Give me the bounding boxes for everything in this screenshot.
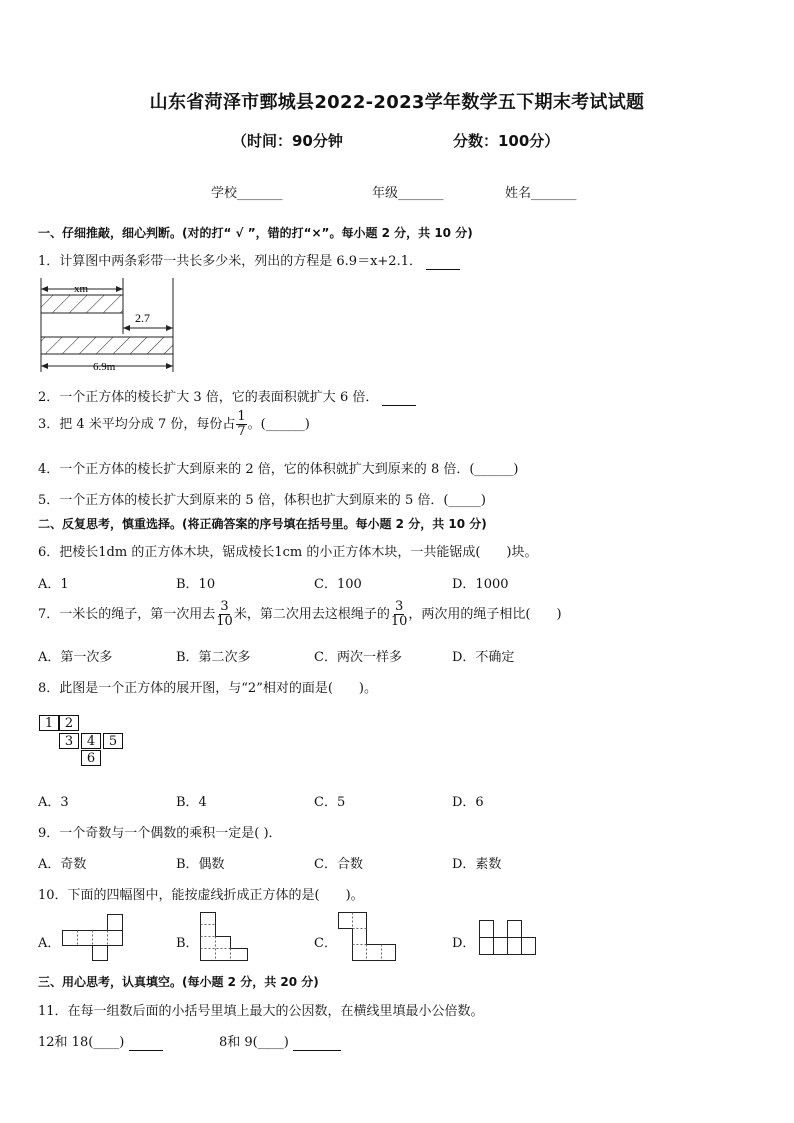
option-c: C．合数 xyxy=(314,857,363,872)
option-d: D．6 xyxy=(452,795,484,810)
option-c: C． xyxy=(314,936,337,951)
option-a: A．3 xyxy=(38,795,69,810)
ribbon-1 xyxy=(41,295,123,313)
school-field: 学校_______ xyxy=(211,186,283,201)
option-c: C．两次一样多 xyxy=(314,650,402,665)
section-1-heading: 一、仔细推敲，细心判断。(对的打“ √ ”，错的打“×”。每小题 2 分，共 10 分) xyxy=(38,226,473,240)
question-6: 6．把棱长1dm 的正方体木块，锯成棱长1cm 的小正方体木块，一共能锯成( )块。 xyxy=(38,545,538,560)
lcm-blank xyxy=(129,1035,163,1051)
question-3-blank: 。(______) xyxy=(247,417,310,432)
option-a: A．第一次多 xyxy=(38,650,113,665)
answer-blank xyxy=(382,390,416,406)
exam-time: （时间：90分钟 xyxy=(232,132,343,150)
option-c: C．5 xyxy=(314,795,346,810)
question-3-text: 3．把 4 米平均分成 7 份，每份占 xyxy=(38,417,236,432)
question-2 xyxy=(38,386,416,406)
option-b: B．偶数 xyxy=(176,857,225,872)
section-2-heading: 二、反复思考，慎重选择。(将正确答案的序号填在括号里。每小题 2 分，共 10 分) xyxy=(38,517,487,531)
question-11: 11．在每一组数后面的小括号里填上最大的公因数，在横线里填最小公倍数。 xyxy=(38,1004,484,1019)
net-face-3: 3 xyxy=(59,733,79,749)
option-d: D． xyxy=(452,936,476,951)
section-3-heading: 三、用心思考，认真填空。(每小题 2 分，共 20 分) xyxy=(38,975,319,989)
option-b: B．第二次多 xyxy=(176,650,251,665)
option-c: C．100 xyxy=(314,577,362,592)
option-a: A．奇数 xyxy=(38,857,87,872)
option-d: D．素数 xyxy=(452,857,502,872)
question-4: 4．一个正方体的棱长扩大到原来的 2 倍，它的体积就扩大到原来的 8 倍．(______) xyxy=(38,462,519,477)
ribbon-2 xyxy=(41,337,173,354)
name-field: 姓名_______ xyxy=(505,186,577,201)
question-8: 8．此图是一个正方体的展开图，与“2”相对的面是( )。 xyxy=(38,681,377,696)
question-9: 9．一个奇数与一个偶数的乘积一定是( )． xyxy=(38,826,282,841)
question-7: 7．一米长的绳子，第一次用去 $\frac{3}{10}$ 米，第二次用去这根绳子的 $\frac{3}{10}$ ，两次用的绳子相比( ) xyxy=(38,599,562,629)
page-title: 山东省菏泽市鄄城县2022-2023学年数学五下期末考试试题 xyxy=(149,92,645,113)
total-label: 6.9m xyxy=(93,361,116,373)
xm-label: xm xyxy=(74,283,89,295)
net-face-2: 2 xyxy=(59,715,79,731)
net-face-4: 4 xyxy=(81,733,101,749)
cube-net-figure xyxy=(39,715,129,769)
fraction: $\frac{3}{10}$ xyxy=(216,599,233,629)
question-2-text: 2．一个正方体的棱长扩大 3 倍，它的表面积就扩大 6 倍． xyxy=(38,390,379,405)
fraction: $\frac{3}{10}$ xyxy=(390,599,408,629)
fraction: $\frac{1}{7}$ xyxy=(237,409,246,439)
option-a: A． xyxy=(38,936,61,951)
net-option-b xyxy=(200,912,250,962)
net-face-6: 6 xyxy=(81,750,101,766)
grade-field: 年级_______ xyxy=(372,186,444,201)
net-option-a xyxy=(62,914,124,962)
net-face-5: 5 xyxy=(103,733,123,749)
question-11-pair-2: 8和 9(____) xyxy=(219,1031,341,1051)
option-a: A．1 xyxy=(38,577,69,592)
option-b: B． xyxy=(176,936,199,951)
question-11-pair-1: 12和 18(____) xyxy=(38,1031,163,1051)
option-d: D．1000 xyxy=(452,577,509,592)
overlap-label: 2.7 xyxy=(135,311,150,325)
option-d: D．不确定 xyxy=(452,650,515,665)
exam-score: 分数：100分） xyxy=(453,132,560,150)
answer-blank xyxy=(426,254,460,270)
net-option-d xyxy=(479,920,539,956)
question-3 xyxy=(38,410,310,439)
net-face-1: 1 xyxy=(39,715,59,731)
option-b: B．10 xyxy=(176,577,216,592)
net-option-c xyxy=(338,912,398,962)
ribbon-figure xyxy=(38,276,178,374)
question-5: 5．一个正方体的棱长扩大到原来的 5 倍，体积也扩大到原来的 5 倍．(_____) xyxy=(38,493,486,508)
question-10: 10．下面的四幅图中，能按虚线折成正方体的是( )。 xyxy=(38,888,364,903)
question-1-text: 1．计算图中两条彩带一共长多少米，列出的方程是 6.9＝x+2.1． xyxy=(38,254,422,269)
option-b: B．4 xyxy=(176,795,207,810)
question-1 xyxy=(38,250,460,270)
lcm-blank xyxy=(293,1035,341,1051)
